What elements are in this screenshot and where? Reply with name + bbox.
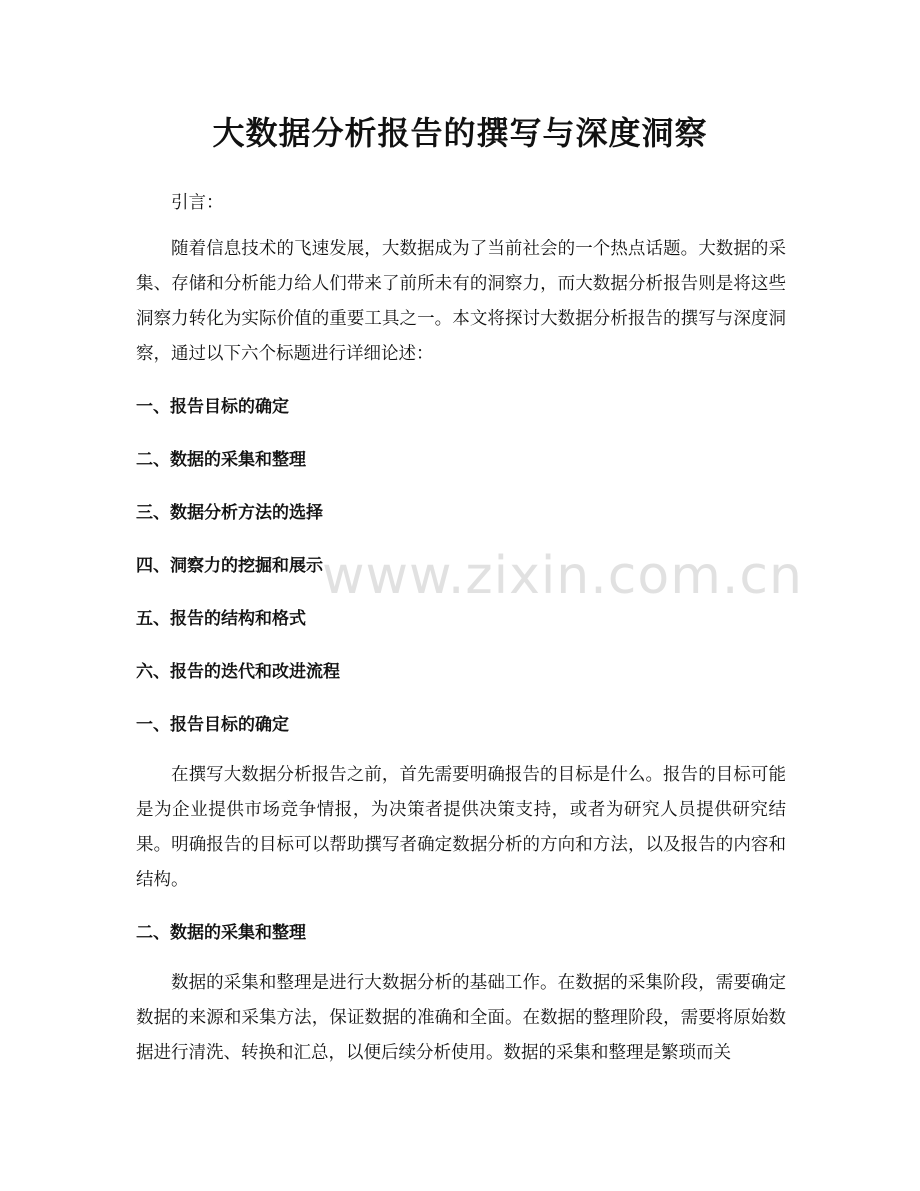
toc-item-4: 四、洞察力的挖掘和展示 xyxy=(136,556,323,576)
intro-paragraph: 随着信息技术的飞速发展，大数据成为了当前社会的一个热点话题。大数据的采集、存储和分析能力给人们带来了前所未有的洞察力，而大数据分析报告则是将这些洞察力转化为实际价值的重要工具之一。本文将探讨大数据分析报告的撰写与深度洞察，通过以下六个标题进行详细论述： xyxy=(136,239,786,364)
section-heading-2: 二、数据的采集和整理 xyxy=(136,923,306,943)
section-heading-1: 一、报告目标的确定 xyxy=(136,715,289,735)
toc-item-6: 六、报告的迭代和改进流程 xyxy=(136,662,340,682)
section-body-2: 数据的采集和整理是进行大数据分析的基础工作。在数据的采集阶段，需要确定数据的来源和采集方法，保证数据的准确和全面。在数据的整理阶段，需要将原始数据进行清洗、转换和汇总，以便后续分析使用。数据的采集和整理是繁琐而关 xyxy=(136,973,786,1063)
toc-item-1: 一、报告目标的确定 xyxy=(136,397,289,417)
toc-item-5: 五、报告的结构和格式 xyxy=(136,609,306,629)
intro-label: 引言： xyxy=(171,193,224,213)
toc-item-3: 三、数据分析方法的选择 xyxy=(136,503,323,523)
section-body-1: 在撰写大数据分析报告之前，首先需要明确报告的目标是什么。报告的目标可能是为企业提供市场竞争情报，为决策者提供决策支持，或者为研究人员提供研究结果。明确报告的目标可以帮助撰写者确定数据分析的方向和方法，以及报告的内容和结构。 xyxy=(136,765,786,890)
document-title: 大数据分析报告的撰写与深度洞察 xyxy=(212,114,708,152)
toc-item-2: 二、数据的采集和整理 xyxy=(136,450,306,470)
watermark: www.zixin.com.cn xyxy=(322,546,803,606)
